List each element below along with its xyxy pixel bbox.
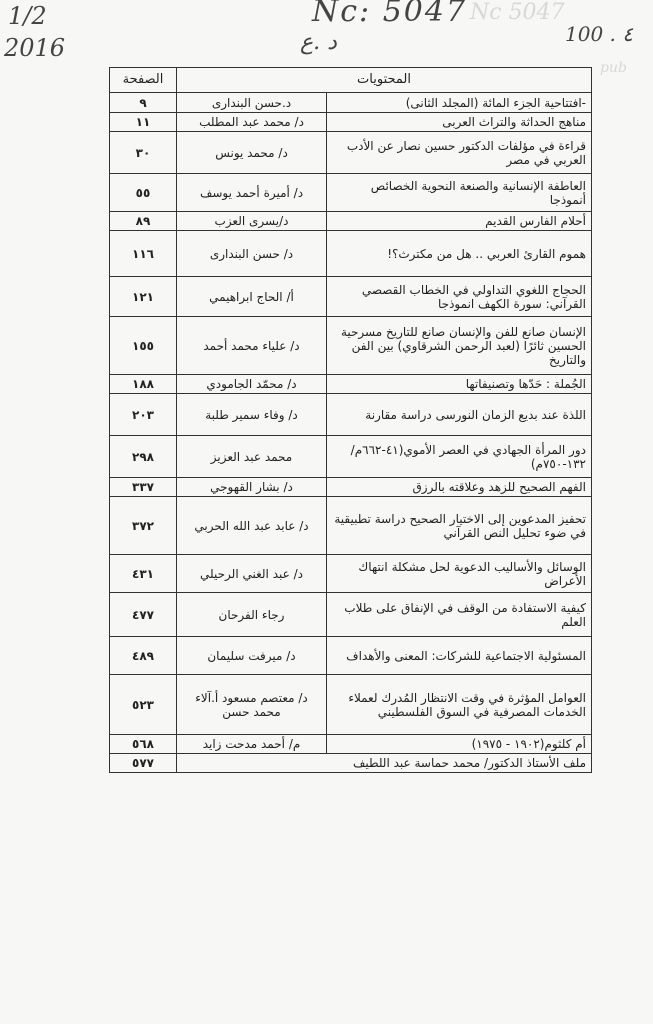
page-number: ٢٠٣ — [110, 394, 177, 436]
page-number: ١٢١ — [110, 277, 177, 317]
article-author: د/ علياء محمد أحمد — [177, 317, 327, 375]
table-row — [110, 497, 592, 555]
table-row — [110, 555, 592, 593]
page-number: ٢٩٨ — [110, 436, 177, 478]
handwritten-year: 2016 — [4, 34, 66, 62]
page-number: ٣٠ — [110, 132, 177, 174]
article-author: د/ معتصم مسعود أ.آلاء محمد حسن — [177, 675, 327, 735]
article-title: اللذة عند بديع الزمان النورسى دراسة مقارنة — [327, 394, 592, 436]
article-author: د/يسرى العزب — [177, 212, 327, 231]
article-title: مناهج الحداثة والتراث العربى — [327, 113, 592, 132]
table-row — [110, 113, 592, 132]
handwritten-volume-note: 1/2 — [8, 2, 47, 30]
handwritten-reference-number: Nc: 5047 — [312, 0, 468, 29]
page-number: ٨٩ — [110, 212, 177, 231]
handwritten-issue-number: 100 . ٤ — [565, 22, 633, 46]
contents-table — [109, 67, 592, 773]
bleed-through-text: Nc 5047 — [470, 0, 565, 25]
article-author: د/ أميرة أحمد يوسف — [177, 174, 327, 212]
page-header: الصفحة — [110, 68, 177, 93]
page-number: ٥٥ — [110, 174, 177, 212]
article-author: م/ أحمد مدحت زايد — [177, 735, 327, 754]
page-number: ٤٧٧ — [110, 593, 177, 637]
table-row — [110, 277, 592, 317]
page-number: ١١٦ — [110, 231, 177, 277]
table-header-row — [110, 68, 592, 93]
page-number: ٤٣١ — [110, 555, 177, 593]
page-number: ٩ — [110, 93, 177, 113]
page-number: ٥٧٧ — [110, 754, 177, 773]
page-number: ٣٣٧ — [110, 478, 177, 497]
table-row — [110, 436, 592, 478]
article-title: تحفيز المدعوين إلى الاختيار الصحيح دراسة تطبيقية في ضوء تحليل النص القرآني — [327, 497, 592, 555]
page-number: ٤٨٩ — [110, 637, 177, 675]
article-title: -افتتاحية الجزء المائة (المجلد الثانى) — [327, 93, 592, 113]
article-title: ملف الأستاذ الدكتور/ محمد حماسة عبد اللطيف — [177, 754, 592, 773]
article-title: العاطفة الإنسانية والصنعة النحوية الخصائص أنموذجا — [327, 174, 592, 212]
article-title: العوامل المؤثرة في وقت الانتظار المُدرك لعملاء الخدمات المصرفية في السوق الفلسطيني — [327, 675, 592, 735]
article-author: د/ محمّد الجامودي — [177, 375, 327, 394]
page-number: ١٥٥ — [110, 317, 177, 375]
contents-table-body — [110, 93, 592, 773]
table-row — [110, 317, 592, 375]
article-author: د/ محمد يونس — [177, 132, 327, 174]
bleed-through-mark: pub — [600, 60, 627, 76]
article-author: د/ عابد عبد الله الحربي — [177, 497, 327, 555]
table-row — [110, 593, 592, 637]
article-author: د/ وفاء سمير طلبة — [177, 394, 327, 436]
article-author: د/ عبد الغني الرحيلي — [177, 555, 327, 593]
article-title: أحلام الفارس القديم — [327, 212, 592, 231]
contents-header: المحتويات — [177, 68, 592, 93]
table-row — [110, 754, 592, 773]
article-title: قراءة في مؤلفات الدكتور حسين نصار عن الأدب العربي في مصر — [327, 132, 592, 174]
table-row — [110, 394, 592, 436]
table-row — [110, 637, 592, 675]
article-author: د/ حسن البندارى — [177, 231, 327, 277]
article-title: أم كلثوم(١٩٠٢ - ١٩٧٥) — [327, 735, 592, 754]
table-row — [110, 174, 592, 212]
table-row — [110, 735, 592, 754]
article-author: د/ محمد عبد المطلب — [177, 113, 327, 132]
table-row — [110, 675, 592, 735]
page-number: ٥٢٣ — [110, 675, 177, 735]
table-row — [110, 478, 592, 497]
handwritten-arabic-note: د .ع — [300, 30, 337, 55]
page-number: ٥٦٨ — [110, 735, 177, 754]
page-number: ١١ — [110, 113, 177, 132]
article-author: د/ بشار القهوجي — [177, 478, 327, 497]
article-title: الإنسان صانع للفن والإنسان صانع للتاريخ مسرحية الحسين ثائرًا (لعبد الرحمن الشرقاوي) بين الفن والتاريخ — [327, 317, 592, 375]
article-title: المسئولية الاجتماعية للشركات: المعنى والأهداف — [327, 637, 592, 675]
table-row — [110, 132, 592, 174]
article-title: هموم القارئ العربي .. هل من مكترث؟! — [327, 231, 592, 277]
page-number: ٣٧٢ — [110, 497, 177, 555]
table-row — [110, 375, 592, 394]
article-title: كيفية الاستفادة من الوقف في الإنفاق على طلاب العلم — [327, 593, 592, 637]
table-row — [110, 231, 592, 277]
article-title: الجُملة : حَدّها وتصنيفاتها — [327, 375, 592, 394]
article-author: أ/ الحاج ابراهيمي — [177, 277, 327, 317]
page-number: ١٨٨ — [110, 375, 177, 394]
article-author: رجاء الفرحان — [177, 593, 327, 637]
article-title: دور المرأة الجهادي في العصر الأموي(٤١-٦٦٢م/١٣٢-٧٥٠م) — [327, 436, 592, 478]
table-row — [110, 212, 592, 231]
article-author: د/ ميرفت سليمان — [177, 637, 327, 675]
table-row — [110, 93, 592, 113]
article-author: د.حسن البندارى — [177, 93, 327, 113]
article-author: محمد عبد العزيز — [177, 436, 327, 478]
article-title: الوسائل والأساليب الدعوية لحل مشكلة انتهاك الأعراض — [327, 555, 592, 593]
article-title: الفهم الصحيح للزهد وعلاقته بالرزق — [327, 478, 592, 497]
article-title: الحجاج اللغوي التداولي في الخطاب القصصي القرآني: سورة الكهف انموذجا — [327, 277, 592, 317]
